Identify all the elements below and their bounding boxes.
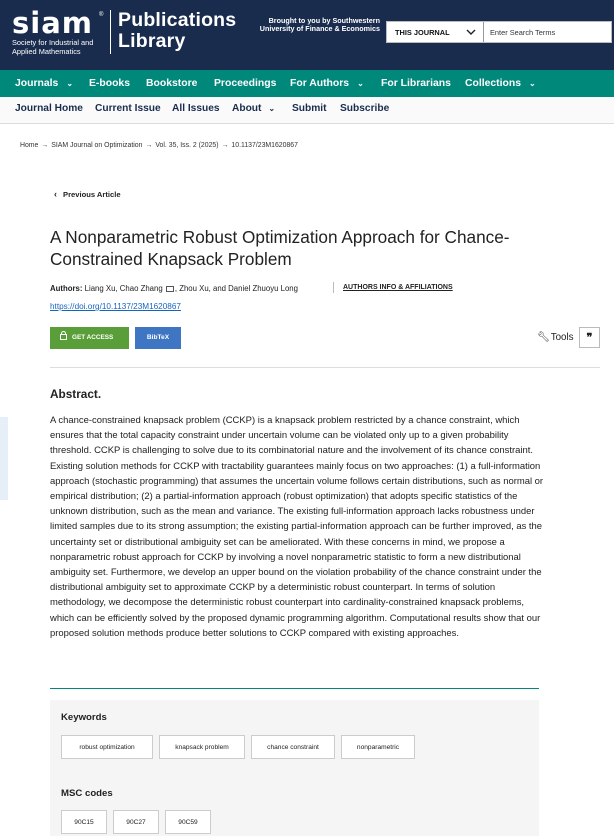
nav-journals[interactable]	[15, 78, 73, 89]
breadcrumb-issue[interactable]: Vol. 35, Iss. 2 (2025)	[155, 142, 219, 149]
nav-proceedings[interactable]	[214, 78, 276, 89]
nav-for-librarians[interactable]	[381, 78, 451, 89]
keyword-chip[interactable]: nonparametric	[341, 735, 415, 759]
previous-article-link[interactable]	[54, 189, 121, 199]
nav-subscribe-label: Subscribe	[340, 103, 390, 114]
primary-nav	[0, 70, 614, 97]
keyword-chip[interactable]: chance constraint	[251, 735, 335, 759]
chevron-down-icon	[465, 26, 477, 38]
siam-logo[interactable]	[10, 6, 102, 64]
nav-all-issues-label: All Issues	[172, 103, 220, 114]
tools-menu[interactable]	[537, 332, 574, 343]
msc-heading: MSC codes	[61, 788, 113, 799]
chevron-down-icon: ⌄	[529, 79, 536, 88]
chevron-down-icon: ⌄	[66, 79, 74, 88]
bibtex-button[interactable]: BibTeX	[135, 327, 181, 349]
envelope-icon[interactable]	[166, 286, 174, 292]
keywords-heading: Keywords	[61, 712, 107, 723]
previous-article-label: Previous Article	[63, 190, 121, 199]
search-bar	[386, 21, 612, 43]
section-divider	[50, 367, 600, 368]
header-divider	[110, 10, 111, 54]
authors-divider	[333, 282, 334, 293]
nav-collections-label: Collections	[465, 78, 522, 89]
nav-ebooks[interactable]	[89, 78, 130, 89]
tools-label: Tools	[550, 332, 574, 343]
site-title[interactable]	[118, 10, 236, 52]
nav-proceedings-label: Proceedings	[214, 78, 277, 89]
nav-for-authors-label: For Authors	[290, 78, 350, 89]
abstract-text: A chance-constrained knapsack problem (CCKP) is a knapsack problem restricted by a chance constraint, which ensures that the total capacity constraint under uncertain volume can be violated only up to a given probability threshold. CCKP is challenging to solve due to its combinatorial nature and the involvement of its chance constraint. Existing solution methods for CCKP with tractability guarantees mainly focus on two approaches: (1) a full-information approach (stochastic programming) that assumes the uncertain volume follows certain distributions, such as normal or empirical distribution; (2) a partial-information approach (robust optimization) that adopts specific statistics of the unknown distribution, such as the mean and variance. The existing full-information approach lacks robustness under limited samples due to its strong assumption; the existing partial-information approach can be further improved, as the uncertainty set or distributional ambiguity set can be ameliorated. With these concerns in mind, we propose a nonparametric robust approach for CCKP by involving a novel nonparametric statistic to form a new distributional ambiguity set. Furthermore, we develop an upper bound on the violation probability of the chance constraint under the distributional ambiguity set to approximate CCKP by a deterministic robust counterpart. In terms of solution methodology, we decompose the deterministic robust counterpart into cardinality-constrained knapsack problems, which can be efficiently solved by the proposed dynamic programming algorithm. Computational results show that our proposed solution methods produce better solutions to CCKP compared with existing approaches.	[50, 415, 544, 639]
search-scope-select[interactable]	[387, 22, 484, 42]
nav-journals-label: Journals	[15, 78, 59, 89]
nav-current-issue[interactable]	[95, 103, 161, 114]
breadcrumb	[20, 142, 298, 149]
authors-list-part2[interactable]: , Zhou Xu, and Daniel Zhuoyu Long	[174, 284, 298, 293]
breadcrumb-doi: 10.1137/23M1620867	[231, 142, 298, 149]
breadcrumb-home[interactable]: Home	[20, 142, 39, 149]
nav-all-issues[interactable]	[172, 103, 220, 114]
breadcrumb-arrow-icon: →	[221, 142, 229, 149]
nav-for-authors[interactable]	[290, 78, 364, 89]
breadcrumb-arrow-icon: →	[41, 142, 49, 149]
msc-chip[interactable]: 90C15	[61, 810, 107, 834]
nav-current-issue-label: Current Issue	[95, 103, 161, 114]
msc-chip[interactable]: 90C59	[165, 810, 211, 834]
nav-for-librarians-label: For Librarians	[381, 78, 451, 89]
side-panel-tab[interactable]	[0, 417, 8, 500]
abstract-divider	[50, 688, 539, 689]
quote-icon: ❞	[586, 332, 593, 344]
journal-nav	[0, 97, 614, 124]
nav-submit-label: Submit	[292, 103, 327, 114]
msc-chip[interactable]: 90C27	[113, 810, 159, 834]
logo-wordmark: siam	[12, 6, 93, 40]
nav-about-label: About	[232, 103, 262, 114]
lock-icon	[60, 334, 67, 340]
chevron-down-icon: ⌄	[268, 104, 276, 113]
nav-journal-home[interactable]	[15, 103, 83, 114]
logo-tagline: Society for Industrial and Applied Mathematics	[12, 38, 94, 56]
nav-collections[interactable]	[465, 78, 536, 89]
institution-access-note: Brought to you by Southwestern University of Finance & Economics	[259, 16, 380, 34]
nav-about[interactable]	[232, 103, 275, 114]
nav-bookstore-label: Bookstore	[146, 78, 198, 89]
nav-ebooks-label: E-books	[89, 78, 130, 89]
cite-button[interactable]	[579, 327, 600, 348]
authors-line	[50, 284, 298, 293]
nav-subscribe[interactable]	[340, 103, 389, 114]
logo-registered-mark: ®	[99, 12, 104, 18]
article-title: A Nonparametric Robust Optimization Approach for Chance-Constrained Knapsack Problem	[50, 227, 510, 269]
doi-link[interactable]: https://doi.org/10.1137/23M1620867	[50, 302, 181, 311]
keyword-chip[interactable]: knapsack problem	[159, 735, 245, 759]
authors-info-link[interactable]: AUTHORS INFO & AFFILIATIONS	[343, 284, 453, 291]
site-title-line2: Library	[118, 30, 186, 52]
abstract-heading: Abstract.	[50, 387, 102, 401]
breadcrumb-journal[interactable]: SIAM Journal on Optimization	[51, 142, 143, 149]
nav-bookstore[interactable]	[146, 78, 197, 89]
authors-list-part1[interactable]: Liang Xu, Chao Zhang	[84, 284, 163, 293]
wrench-icon: 🔧︎	[537, 332, 550, 343]
keyword-chip[interactable]: robust optimization	[61, 735, 153, 759]
chevron-left-icon: ‹	[54, 189, 57, 199]
authors-label: Authors:	[50, 284, 83, 293]
get-access-label: GET ACCESS	[72, 334, 114, 341]
nav-journal-home-label: Journal Home	[15, 103, 83, 114]
keywords-panel	[50, 700, 539, 836]
search-input[interactable]	[484, 22, 611, 42]
nav-submit[interactable]	[292, 103, 327, 114]
site-title-line1: Publications	[118, 9, 237, 31]
breadcrumb-arrow-icon: →	[145, 142, 153, 149]
chevron-down-icon: ⌄	[357, 79, 364, 88]
site-header	[0, 0, 614, 70]
get-access-button[interactable]	[50, 327, 129, 349]
search-scope-value: THIS JOURNAL	[395, 28, 450, 37]
